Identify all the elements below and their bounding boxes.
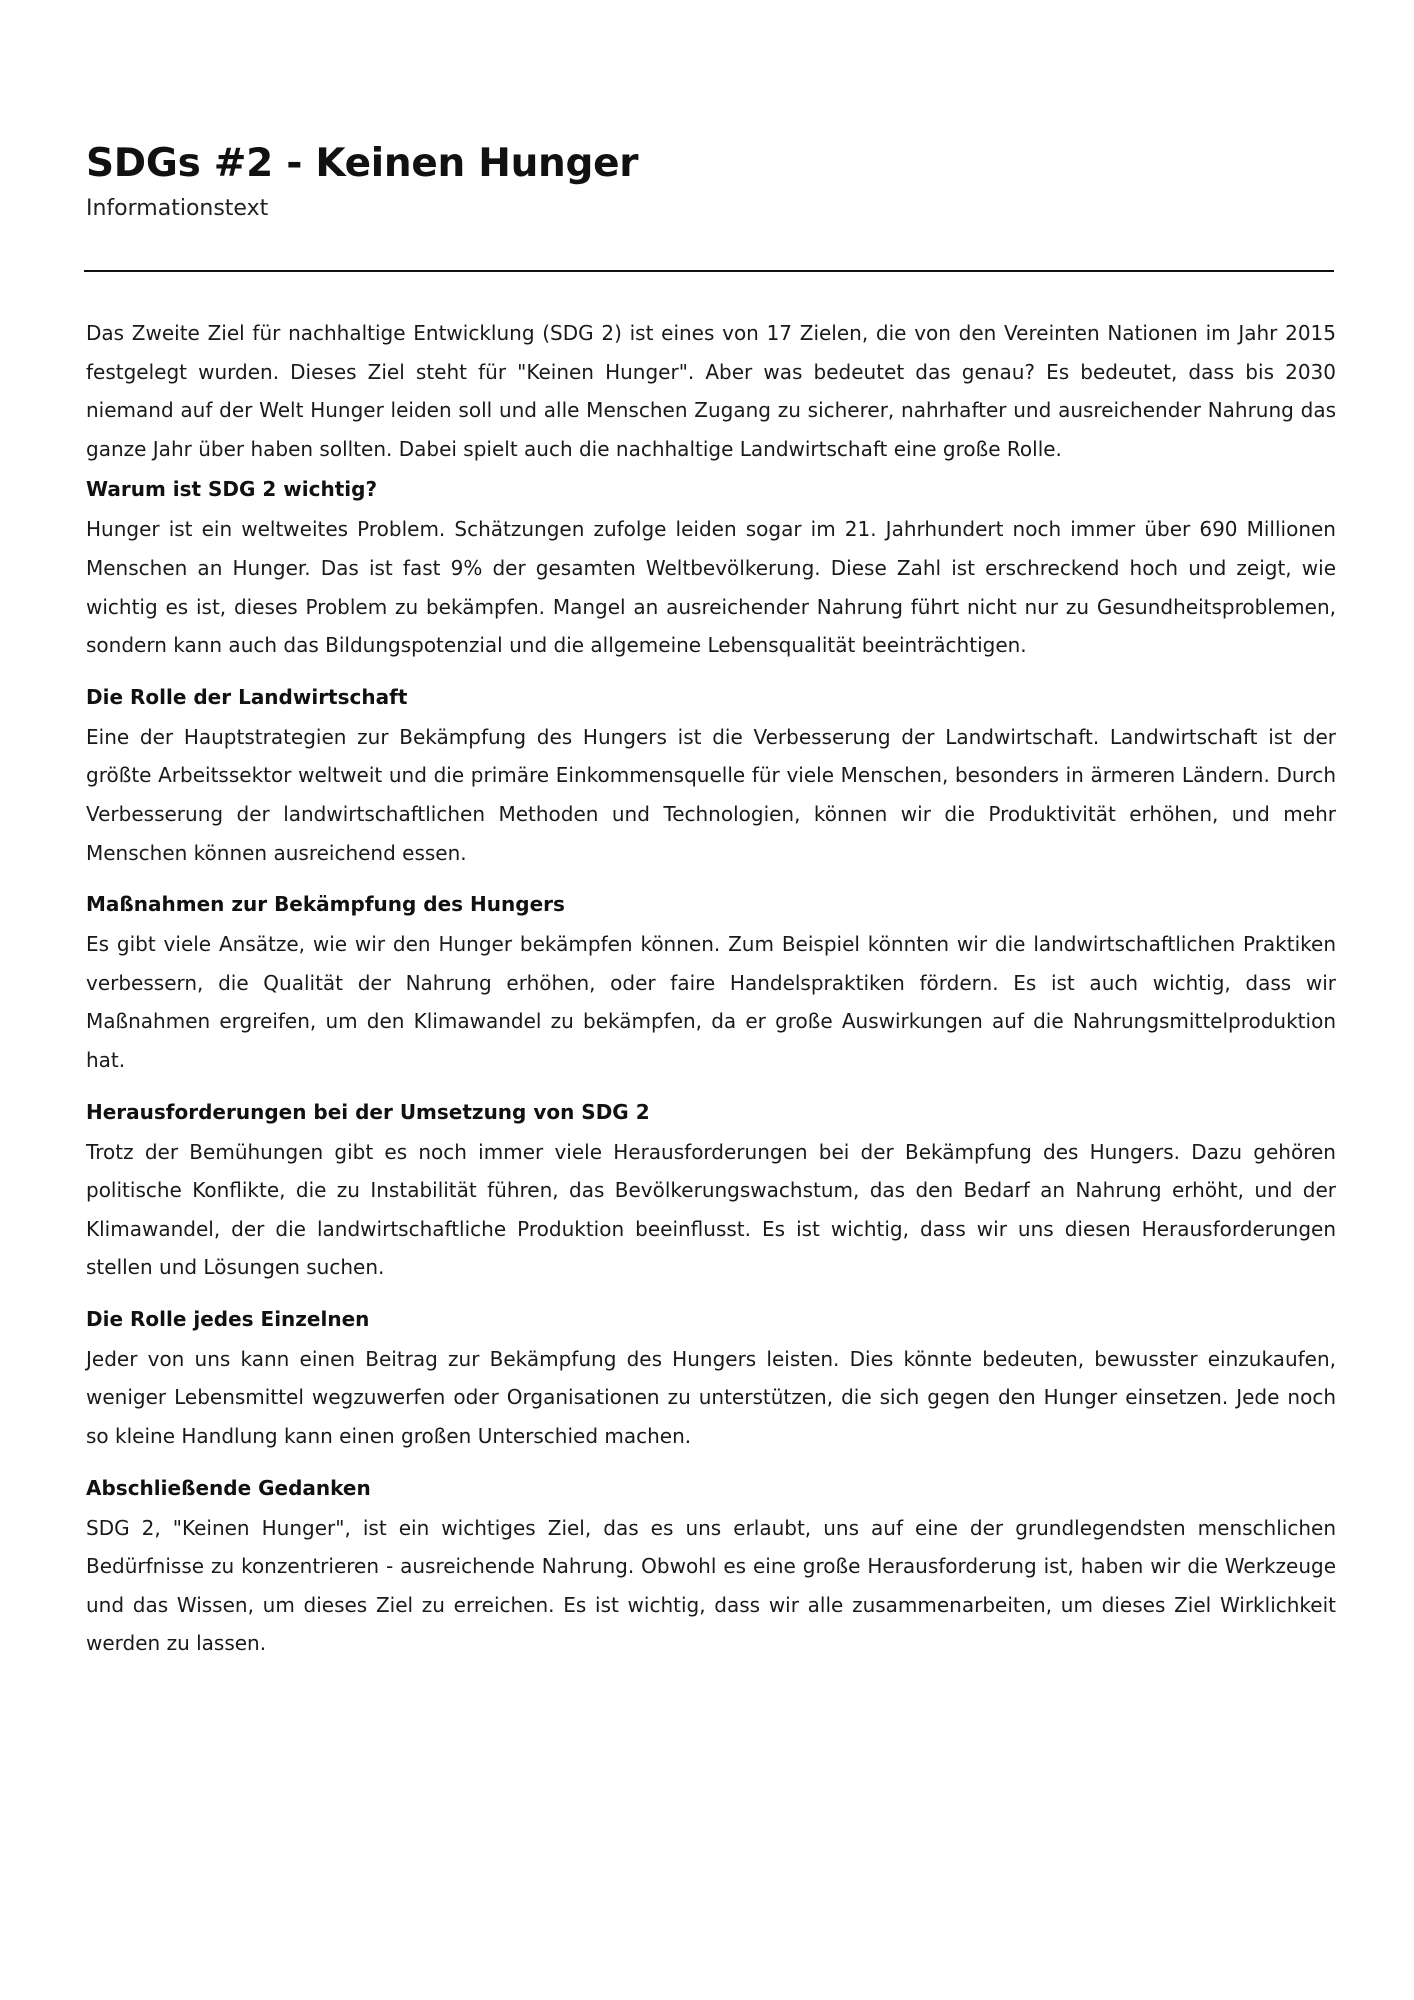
document-body: [86, 314, 1336, 1674]
section-heading: Die Rolle der Landwirtschaft: [86, 684, 408, 709]
section-role-of-agriculture: [86, 676, 1336, 872]
intro-paragraph: Das Zweite Ziel für nachhaltige Entwicklung (SDG 2) ist eines von 17 Zielen, die von den Vereinten Nationen im Jahr 2015 festgelegt wurden. Dieses Ziel steht für "Keinen Hunger". Aber was bedeutet das genau? Es bedeutet, dass bis 2030 niemand auf der Welt Hunger leiden soll und alle Menschen Zugang zu sicherer, nahrhafter und ausreichender Nahrung das ganze Jahr über haben sollten. Dabei spielt auch die nachhaltige Landwirtschaft eine große Rolle.: [86, 321, 1336, 461]
document-header: [86, 134, 1336, 224]
section-paragraph: Es gibt viele Ansätze, wie wir den Hunger bekämpfen können. Zum Beispiel könnten wir die landwirtschaftlichen Praktiken verbessern, die Qualität der Nahrung erhöhen, oder faire Handelspraktiken fördern. Es ist auch wichtig, dass wir Maßnahmen ergreifen, um den Klimawandel zu bekämpfen, da er große Auswirkungen auf die Nahrungsmittelproduktion hat.: [86, 932, 1336, 1072]
section-heading: Maßnahmen zur Bekämpfung des Hungers: [86, 892, 565, 917]
section-role-of-individual: [86, 1298, 1336, 1456]
section-heading: Warum ist SDG 2 wichtig?: [86, 477, 378, 502]
section-measures: [86, 883, 1336, 1079]
section-closing-thoughts: [86, 1467, 1336, 1663]
section-paragraph: Trotz der Bemühungen gibt es noch immer viele Herausforderungen bei der Bekämpfung des Hungers. Dazu gehören politische Konflikte, die zu Instabilität führen, das Bevölkerungswachstum, das den Bedarf an Nahrung erhöht, und der Klimawandel, der die landwirtschaftliche Produktion beeinflusst. Es ist wichtig, dass wir uns diesen Herausforderungen stellen und Lösungen suchen.: [86, 1139, 1336, 1280]
section-heading: Abschließende Gedanken: [86, 1475, 371, 1500]
section-challenges: [86, 1091, 1336, 1287]
section-paragraph: Hunger ist ein weltweites Problem. Schätzungen zufolge leiden sogar im 21. Jahrhundert noch immer über 690 Millionen Menschen an Hunger. Das ist fast 9% der gesamten Weltbevölkerung. Diese Zahl ist erschreckend hoch und zeigt, wie wichtig es ist, dieses Problem zu bekämpfen. Mangel an ausreichender Nahrung führt nicht nur zu Gesundheitsproblemen, sondern kann auch das Bildungspotenzial und die allgemeine Lebensqualität beeinträchtigen.: [86, 517, 1336, 658]
document-title: SDGs #2 - Keinen Hunger: [86, 141, 639, 186]
section-heading: Herausforderungen bei der Umsetzung von SDG 2: [86, 1099, 650, 1124]
section-heading: Die Rolle jedes Einzelnen: [86, 1306, 370, 1331]
section-paragraph: Eine der Hauptstrategien zur Bekämpfung des Hungers ist die Verbesserung der Landwirtschaft. Landwirtschaft ist der größte Arbeitssektor weltweit und die primäre Einkommensquelle für viele Menschen, besonders in ärmeren Ländern. Durch Verbesserung der landwirtschaftlichen Methoden und Technologien, können wir die Produktivität erhöhen, und mehr Menschen können ausreichend essen.: [86, 724, 1336, 865]
section-paragraph: SDG 2, "Keinen Hunger", ist ein wichtiges Ziel, das es uns erlaubt, uns auf eine der grundlegendsten menschlichen Bedürfnisse zu konzentrieren - ausreichende Nahrung. Obwohl es eine große Herausforderung ist, haben wir die Werkzeuge und das Wissen, um dieses Ziel zu erreichen. Es ist wichtig, dass wir alle zusammenarbeiten, um dieses Ziel Wirklichkeit werden zu lassen.: [86, 1515, 1336, 1656]
document-subtitle: Informationstext: [86, 196, 269, 221]
section-why-important: [86, 468, 1336, 664]
header-divider: [84, 270, 1334, 272]
section-paragraph: Jeder von uns kann einen Beitrag zur Bekämpfung des Hungers leisten. Dies könnte bedeuten, bewusster einzukaufen, weniger Lebensmittel wegzuwerfen oder Organisationen zu unterstützen, die sich gegen den Hunger einsetzen. Jede noch so kleine Handlung kann einen großen Unterschied machen.: [86, 1346, 1336, 1449]
